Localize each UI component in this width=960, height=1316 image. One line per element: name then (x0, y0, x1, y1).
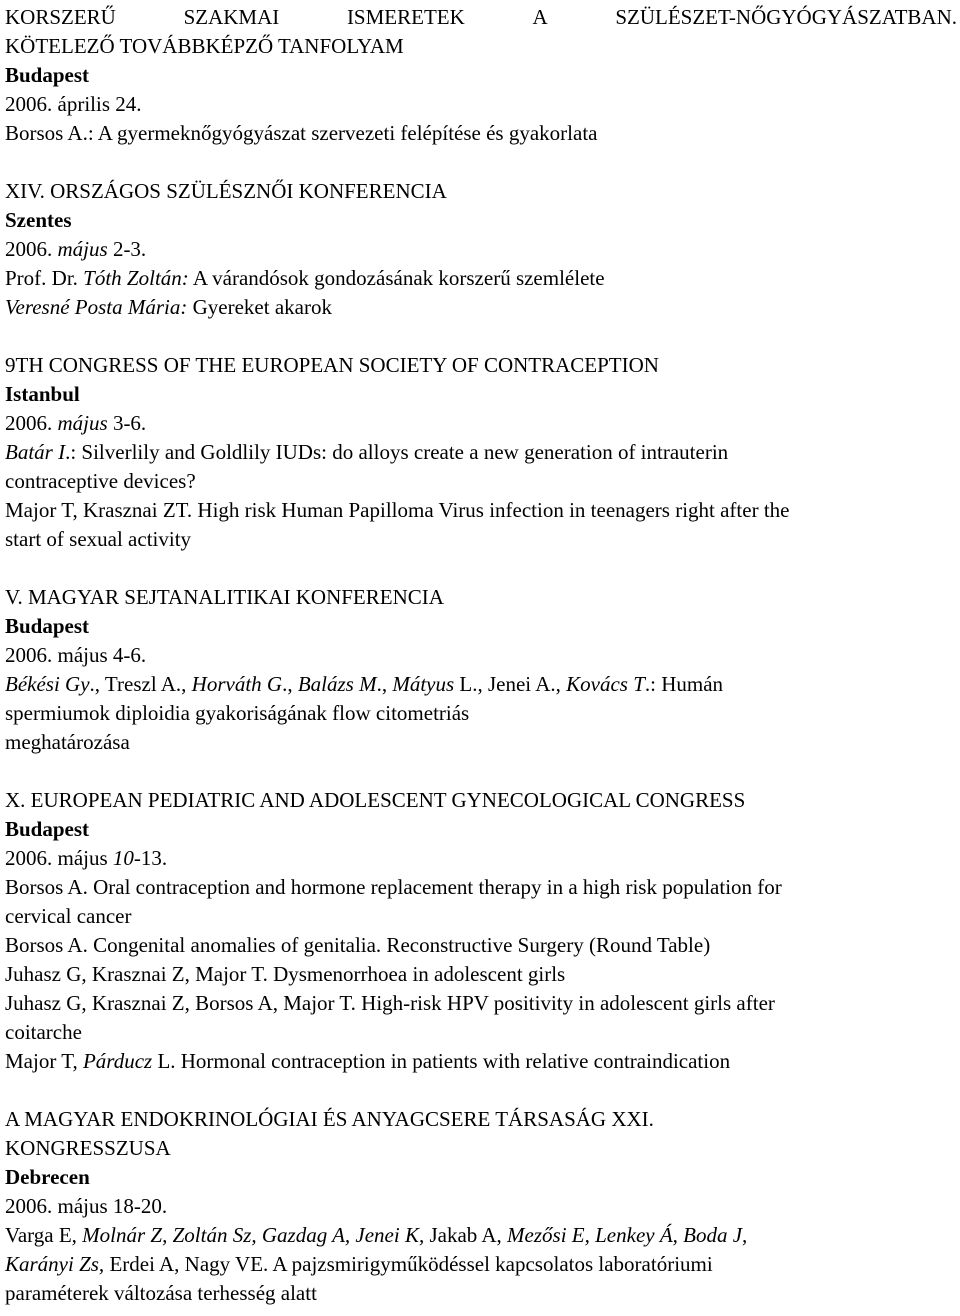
event-date: 2006. május 3-6. (5, 411, 147, 435)
event-date: 2006. május 2-3. (5, 237, 147, 261)
event-date: 2006. május 18-20. (5, 1194, 168, 1218)
event-title: X. EUROPEAN PEDIATRIC AND ADOLESCENT GYNECOLOGICAL CONGRESS (5, 788, 746, 812)
event-city: Istanbul (5, 382, 80, 406)
presentation-entry-cont: contraceptive devices? (5, 469, 196, 493)
event-title (5, 3, 957, 32)
event-city: Budapest (5, 817, 90, 841)
author-name: Párducz (82, 1049, 158, 1073)
event-date: 2006. május 10-13. (5, 846, 168, 870)
title-word: SZÜLÉSZET-NŐGYÓGYÁSZATBAN. (615, 5, 957, 29)
title-word: SZAKMAI (183, 5, 280, 29)
author-name: Batár I (5, 440, 66, 464)
presentation-authors: Békési Gy., Treszl A., Horváth G., Balázs M., Mátyus L., Jenei A., Kovács T.: Humán (5, 672, 724, 696)
event-city: Debrecen (5, 1165, 90, 1189)
event-date: 2006. április 24. (5, 92, 142, 116)
presentation-entry-cont: meghatározása (5, 730, 130, 754)
presentation-entry-cont: coitarche (5, 1020, 82, 1044)
event-title: 9TH CONGRESS OF THE EUROPEAN SOCIETY OF CONTRACEPTION (5, 353, 659, 377)
author-name: Tóth Zoltán: (83, 266, 189, 290)
presentation-entry: Juhasz G, Krasznai Z, Borsos A, Major T. High-risk HPV positivity in adolescent girls after (5, 991, 775, 1015)
presentation-authors: Karányi Zs, Erdei A, Nagy VE. A pajzsmirigyműködéssel kapcsolatos laboratóriumi (5, 1252, 713, 1276)
presentation-entry: Batár I.: Silverlily and Goldlily IUDs: do alloys create a new generation of intrauterin (5, 440, 729, 464)
event-title-line-2: KONGRESSZUSA (5, 1136, 171, 1160)
event-title-line-2: KÖTELEZŐ TOVÁBBKÉPZŐ TANFOLYAM (5, 34, 404, 58)
presentation-entry: Juhasz G, Krasznai Z, Major T. Dysmenorrhoea in adolescent girls (5, 962, 566, 986)
event-title: V. MAGYAR SEJTANALITIKAI KONFERENCIA (5, 585, 444, 609)
presentation-entry: Borsos A. Congenital anomalies of genitalia. Reconstructive Surgery (Round Table) (5, 933, 711, 957)
presentation-entry: Veresné Posta Mária: Gyereket akarok (5, 295, 332, 319)
title-word: ISMERETEK (346, 5, 465, 29)
presentation-entry: Major T, Krasznai ZT. High risk Human Papilloma Virus infection in teenagers right after the (5, 498, 790, 522)
author-name: Veresné Posta Mária: (5, 295, 188, 319)
presentation-entry-cont: cervical cancer (5, 904, 132, 928)
presentation-entry-cont: paraméterek változása terhesség alatt (5, 1281, 317, 1305)
event-city: Budapest (5, 63, 90, 87)
event-city: Budapest (5, 614, 90, 638)
presentation-authors: Varga E, Molnár Z, Zoltán Sz, Gazdag A, Jenei K, Jakab A, Mezősi E, Lenkey Á, Boda J, (5, 1223, 748, 1247)
presentation-entry: Borsos A.: A gyermeknőgyógyászat szervezeti felépítése és gyakorlata (5, 121, 598, 145)
presentation-entry-cont: spermiumok diploidia gyakoriságának flow citometriás (5, 701, 470, 725)
presentation-entry: Major T, Párducz L. Hormonal contraception in patients with relative contraindication (5, 1049, 731, 1073)
title-word: A (532, 5, 548, 29)
event-city: Szentes (5, 208, 72, 232)
title-word: KORSZERŰ (5, 5, 116, 29)
presentation-entry: Borsos A. Oral contraception and hormone replacement therapy in a high risk population for (5, 875, 782, 899)
presentation-entry: Prof. Dr. Tóth Zoltán: A várandósok gondozásának korszerű szemlélete (5, 266, 605, 290)
event-date: 2006. május 4-6. (5, 643, 147, 667)
event-title: XIV. ORSZÁGOS SZÜLÉSZNŐI KONFERENCIA (5, 179, 447, 203)
presentation-entry-cont: start of sexual activity (5, 527, 192, 551)
event-title: A MAGYAR ENDOKRINOLÓGIAI ÉS ANYAGCSERE TÁRSASÁG XXI. (5, 1107, 654, 1131)
